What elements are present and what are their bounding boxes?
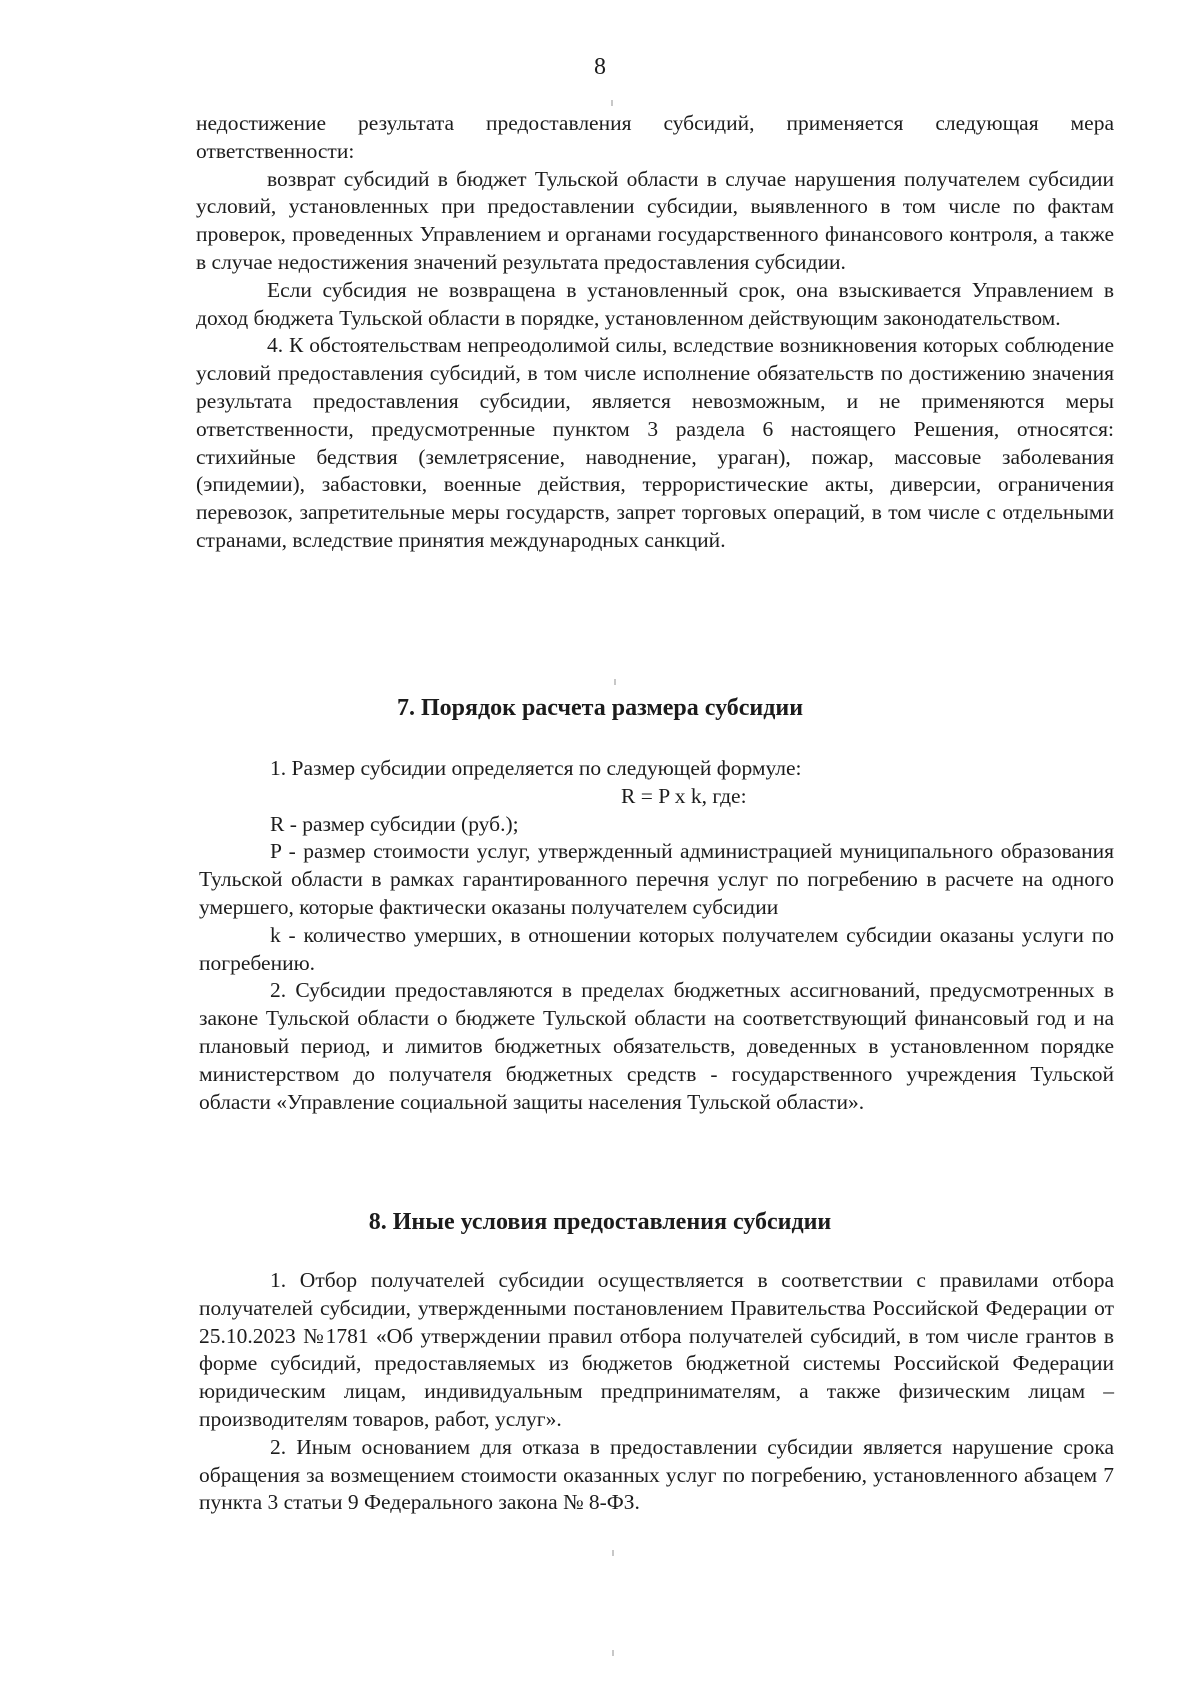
scan-artifact bbox=[612, 1650, 614, 1656]
section-8-paragraph-2: 2. Иным основанием для отказа в предоставлении субсидии является нарушение срока обращения за возмещением стоимости оказанных услуг по погребению, установленного абзацем 7 пункта 3 статьи 9 Федерального закона № 8-ФЗ. bbox=[199, 1434, 1114, 1515]
scan-artifact bbox=[614, 679, 616, 685]
section-7-body bbox=[199, 755, 1114, 1116]
intro-paragraph-force-majeure: 4. К обстоятельствам непреодолимой силы, вследствие возникновения которых соблюдение условий предоставления субсидий, в том числе исполнение обязательств по достижению значения результата предоставления субсидии, является невозможным, и не применяются меры ответственности, предусмотренные пунктом 3 раздела 6 настоящего Решения, относятся: стихийные бедствия (землетрясение, наводнение, ураган), пожар, массовые заболевания (эпидемии), забастовки, военные действия, террористические акты, диверсии, ограничения перевозок, запретительные меры государств, запрет торговых операций, в том числе с отдельными странами, вследствие принятия международных санкций. bbox=[196, 333, 1114, 552]
subsidy-formula: R = P x k, где: bbox=[621, 783, 747, 808]
definition-p: P - размер стоимости услуг, утвержденный администрацией муниципального образования Тульской области в рамках гарантированного перечня услуг по погребению в расчете на одного умершего, которые фактически оказаны получателем субсидии bbox=[199, 839, 1114, 919]
page-number: 8 bbox=[594, 54, 606, 80]
intro-paragraph-recovery: Если субсидия не возвращена в установленный срок, она взыскивается Управлением в доход бюджета Тульской области в порядке, установленном действующим законодательством. bbox=[196, 277, 1114, 330]
section-8-heading: 8. Иные условия предоставления субсидии bbox=[368, 1209, 832, 1235]
section-7-paragraph-2: 2. Субсидии предоставляются в пределах бюджетных ассигнований, предусмотренных в законе Тульской области о бюджете Тульской области на соответствующий финансовый год и на плановый период, и лимитов бюджетных обязательств, доведенных в установленном порядке министерством до получателя бюджетных средств - государственного учреждения Тульской области «Управление социальной защиты населения Тульской области». bbox=[199, 978, 1114, 1114]
definition-r: R - размер субсидии (руб.); bbox=[270, 811, 519, 836]
section-7-heading: 7. Порядок расчета размера субсидии bbox=[396, 695, 804, 721]
section-8-paragraph-1: 1. Отбор получателей субсидии осуществляется в соответствии с правилами отбора получателей субсидии, утвержденными постановлением Правительства Российской Федерации от 25.10.2023 №1781 «Об утверждении правил отбора получателей субсидий, в том числе грантов в форме субсидий, предоставляемых из бюджетов бюджетной системы Российской Федерации юридическим лицам, индивидуальным предпринимателям, а также физическим лицам – производителям товаров, работ, услуг». bbox=[199, 1268, 1114, 1431]
intro-section bbox=[196, 110, 1114, 555]
section-7-paragraph-1: 1. Размер субсидии определяется по следующей формуле: bbox=[270, 756, 802, 780]
intro-paragraph-continued: недостижение результата предоставления субсидий, применяется следующая мера ответственности: bbox=[196, 111, 1114, 163]
section-8-body bbox=[199, 1267, 1114, 1517]
definition-k: k - количество умерших, в отношении которых получателем субсидии оказаны услуги по погребению. bbox=[199, 922, 1114, 975]
intro-paragraph-refund: возврат субсидий в бюджет Тульской области в случае нарушения получателем субсидии условий, установленных при предоставлении субсидии, выявленного в том числе по фактам проверок, проведенных Управлением и органами государственного финансового контроля, а также в случае недостижения значений результата предоставления субсидии. bbox=[196, 166, 1114, 274]
scan-artifact bbox=[612, 1550, 614, 1556]
scan-artifact bbox=[611, 100, 613, 106]
